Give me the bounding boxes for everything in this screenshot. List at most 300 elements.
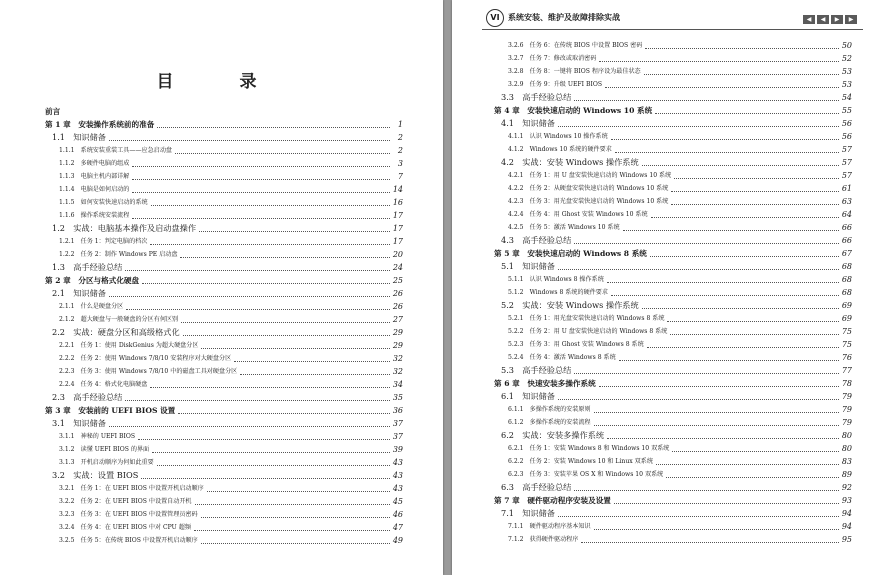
toc-entry-page: 57 <box>841 158 852 167</box>
dot-leader <box>667 320 838 322</box>
toc-entry-title: 第 6 章 快速安装多操作系统 <box>494 379 596 388</box>
toc-entry-title: 3.1.1 神秘的 UEFI BIOS <box>59 433 136 440</box>
toc-subsection-entry <box>494 169 852 182</box>
toc-section-entry <box>45 261 403 274</box>
dot-leader <box>558 398 839 400</box>
toc-entry-page: 79 <box>841 418 852 427</box>
toc-chapter-entry <box>494 247 852 260</box>
toc-entry-title: 6.2.3 任务 3：安装苹果 OS X 和 Windows 10 双系统 <box>508 471 664 478</box>
dot-leader <box>132 191 389 193</box>
toc-subsection-entry <box>45 196 403 209</box>
toc-entry-page: 2 <box>397 133 403 142</box>
toc-entry-page: 52 <box>841 54 852 63</box>
dot-leader <box>614 502 839 504</box>
toc-section-entry <box>494 429 852 442</box>
toc-subsection-entry <box>494 273 852 286</box>
dot-leader <box>175 152 390 154</box>
toc-entry-title: 3.1 知识储备 <box>52 418 106 428</box>
toc-entry-page: 35 <box>392 393 403 402</box>
toc-entry-page: 80 <box>841 444 852 453</box>
toc-entry-page: 17 <box>392 224 403 233</box>
toc-subsection-entry <box>494 351 852 364</box>
page-header <box>452 0 893 30</box>
toc-entry-title: 1.1.4 电脑是如何启动的 <box>59 186 130 193</box>
dot-leader <box>651 216 839 218</box>
toc-section-entry <box>494 390 852 403</box>
dot-leader <box>201 542 390 544</box>
dot-leader <box>151 204 390 206</box>
toc-entry-page: 29 <box>392 328 403 337</box>
toc-subsection-entry <box>45 365 403 378</box>
toc-entry-page: 1 <box>397 120 403 129</box>
dot-leader <box>195 503 390 505</box>
toc-entry-title: 3.1.2 读懂 UEFI BIOS 的界面 <box>59 446 150 453</box>
toc-entry-title: 3.2.6 任务 6：在传统 BIOS 中设置 BIOS 密码 <box>508 42 643 49</box>
toc-section-entry <box>494 260 852 273</box>
toc-entry-page: 43 <box>392 458 403 467</box>
toc-section-entry <box>494 156 852 169</box>
toc-entry-title: 4.2.4 任务 4：用 Ghost 安装 Windows 10 系统 <box>508 211 648 218</box>
toc-entry-title: 6.1 知识储备 <box>501 391 555 401</box>
toc-entry-title: 2.2.1 任务 1：使用 DiskGenius 为超大硬盘分区 <box>59 342 199 349</box>
toc-subsection-entry <box>494 182 852 195</box>
toc-entry-title: 2.2.2 任务 2：使用 Windows 7/8/10 安装程序对大硬盘分区 <box>59 355 232 362</box>
toc-subsection-entry <box>45 339 403 352</box>
toc-entry-title: 3.2.2 任务 2：在 UEFI BIOS 中设置自动开机 <box>59 498 192 505</box>
dot-leader <box>142 282 390 284</box>
dot-leader <box>642 164 839 166</box>
toc-entry-page: 37 <box>392 419 403 428</box>
toc-entry-title: 5.3 高手经验总结 <box>501 365 572 375</box>
toc-entry-title: 前言 <box>45 107 61 116</box>
dot-leader <box>181 321 390 323</box>
toc-chapter-entry <box>494 377 852 390</box>
toc-list-right <box>452 39 893 546</box>
toc-subsection-entry <box>45 144 403 157</box>
toc-section-entry <box>494 117 852 130</box>
toc-entry-page: 95 <box>841 535 852 544</box>
toc-entry-title: 6.2.2 任务 2：安装 Windows 10 和 Linux 双系统 <box>508 458 653 465</box>
toc-subsection-entry <box>494 195 852 208</box>
toc-entry-title: 5.2.2 任务 2：用 U 盘安装快速启动的 Windows 8 系统 <box>508 328 668 335</box>
toc-chapter-entry <box>494 104 852 117</box>
toc-entry-title: 1.2 实战：电脑基本操作及启动盘操作 <box>52 223 197 233</box>
toc-entry-page: 32 <box>392 367 403 376</box>
toc-entry-title: 第 7 章 硬件驱动程序安装及设置 <box>494 496 611 505</box>
toc-entry-title: 2.1 知识储备 <box>52 288 106 298</box>
dot-leader <box>126 308 390 310</box>
toc-chapter-entry <box>494 494 852 507</box>
toc-subsection-entry <box>45 183 403 196</box>
toc-entry-page: 68 <box>841 275 852 284</box>
toc-entry-title: 3.2 实战：设置 BIOS <box>52 470 139 480</box>
dot-leader <box>109 425 390 427</box>
dot-leader <box>611 294 839 296</box>
toc-entry-title: 3.2.7 任务 7：修改或取消密码 <box>508 55 597 62</box>
toc-chapter-entry <box>45 404 403 417</box>
toc-entry-page: 89 <box>841 470 852 479</box>
toc-entry-title: 4.2 实战：安装 Windows 操作系统 <box>501 157 639 167</box>
dot-leader <box>180 256 389 258</box>
toc-entry-title: 6.2.1 任务 1：安装 Windows 8 和 Windows 10 双系统 <box>508 445 670 452</box>
dot-leader <box>201 516 390 518</box>
toc-entry-page: 26 <box>392 302 403 311</box>
toc-subsection-entry <box>494 65 852 78</box>
dot-leader <box>558 515 839 517</box>
toc-subsection-entry <box>45 482 403 495</box>
toc-entry-title: 5.1.2 Windows 8 系统的硬件要求 <box>508 289 608 296</box>
dot-leader <box>574 242 838 244</box>
toc-entry-page: 34 <box>392 380 403 389</box>
toc-section-entry <box>45 287 403 300</box>
dot-leader <box>150 243 389 245</box>
toc-entry-page: 56 <box>841 132 852 141</box>
dot-leader <box>672 450 838 452</box>
toc-entry-page: 94 <box>841 509 852 518</box>
dot-leader <box>599 385 839 387</box>
toc-entry-title: 3.1.3 开机启动顺序为何如此重要 <box>59 459 154 466</box>
dot-leader <box>674 177 839 179</box>
toc-entry-title: 3.2.5 任务 5：在传统 BIOS 中设置开机启动顺序 <box>59 537 198 544</box>
toc-section-entry <box>45 222 403 235</box>
toc-subsection-entry <box>45 456 403 469</box>
toc-entry-title: 1.3 高手经验总结 <box>52 262 123 272</box>
dot-leader <box>201 347 389 349</box>
dot-leader <box>642 307 839 309</box>
toc-entry-title: 7.1 知识储备 <box>501 508 555 518</box>
toc-entry-title: 5.2.1 任务 1：用光盘安装快速启动的 Windows 8 系统 <box>508 315 665 322</box>
toc-entry-page: 20 <box>392 250 403 259</box>
toc-subsection-entry <box>45 508 403 521</box>
toc-entry-page: 66 <box>841 223 852 232</box>
toc-page-right <box>452 0 893 575</box>
toc-entry-title: 2.2.3 任务 3：使用 Windows 7/8/10 中的磁盘工具对硬盘分区 <box>59 368 238 375</box>
toc-entry-page: 78 <box>841 379 852 388</box>
toc-subsection-entry <box>494 468 852 481</box>
toc-entry-page: 69 <box>841 314 852 323</box>
toc-entry-page: 2 <box>397 146 403 155</box>
toc-section-entry <box>45 417 403 430</box>
toc-section-entry <box>45 469 403 482</box>
toc-subsection-entry <box>494 39 852 52</box>
toc-entry-page: 17 <box>392 237 403 246</box>
toc-entry-title: 4.2.2 任务 2：从硬盘安装快速启动的 Windows 10 系统 <box>508 185 669 192</box>
toc-subsection-entry <box>494 325 852 338</box>
toc-subsection-entry <box>45 534 403 547</box>
toc-entry-title: 第 1 章 安装操作系统前的准备 <box>45 120 155 129</box>
dot-leader <box>194 529 390 531</box>
toc-subsection-entry <box>45 378 403 391</box>
toc-entry-page: 80 <box>841 431 852 440</box>
dot-leader <box>666 476 839 478</box>
toc-entry-page: 66 <box>841 236 852 245</box>
toc-entry-title: 2.2.4 任务 4：格式化电脑硬盘 <box>59 381 148 388</box>
toc-entry-page: 93 <box>841 496 852 505</box>
toc-subsection-entry <box>45 157 403 170</box>
toc-subsection-entry <box>45 209 403 222</box>
toc-entry-page: 77 <box>841 366 852 375</box>
toc-section-entry <box>494 364 852 377</box>
toc-chapter-entry <box>45 105 403 118</box>
toc-entry-page: 32 <box>392 354 403 363</box>
toc-entry-page: 50 <box>841 41 852 50</box>
toc-entry-title: 5.2.4 任务 4：激活 Windows 8 系统 <box>508 354 616 361</box>
toc-entry-title: 6.2 实战：安装多操作系统 <box>501 430 605 440</box>
toc-chapter-entry <box>45 274 403 287</box>
toc-subsection-entry <box>494 221 852 234</box>
toc-entry-page: 47 <box>392 523 403 532</box>
toc-entry-page: 57 <box>841 145 852 154</box>
toc-entry-page: 75 <box>841 327 852 336</box>
dot-leader <box>607 437 839 439</box>
toc-subsection-entry <box>494 130 852 143</box>
toc-entry-page: 25 <box>392 276 403 285</box>
toc-entry-page: 56 <box>841 119 852 128</box>
toc-entry-title: 2.2 实战：硬盘分区和高级格式化 <box>52 327 180 337</box>
toc-entry-page: 27 <box>392 315 403 324</box>
toc-list-left <box>0 105 443 547</box>
toc-entry-page: 43 <box>392 484 403 493</box>
toc-section-entry <box>45 391 403 404</box>
dot-leader <box>234 360 390 362</box>
arrow-left-icon: ◀ <box>803 15 815 24</box>
toc-entry-page: 67 <box>841 249 852 258</box>
toc-subsection-entry <box>494 403 852 416</box>
dot-leader <box>656 463 839 465</box>
toc-entry-title: 1.1.1 系统安装重装工具——应急启动盘 <box>59 147 173 154</box>
toc-section-entry <box>45 131 403 144</box>
toc-entry-title: 4.2.1 任务 1：用 U 盘安装快速启动的 Windows 10 系统 <box>508 172 672 179</box>
toc-entry-title: 3.2.1 任务 1：在 UEFI BIOS 中设置开机启动顺序 <box>59 485 204 492</box>
dot-leader <box>574 489 838 491</box>
toc-entry-title: 第 2 章 分区与格式化硬盘 <box>45 276 140 285</box>
toc-entry-title: 2.1.2 超大硬盘与一般硬盘的分区有何区别 <box>59 316 179 323</box>
dot-leader <box>199 230 390 232</box>
toc-subsection-entry <box>45 352 403 365</box>
dot-leader <box>152 451 390 453</box>
toc-chapter-entry <box>45 118 403 131</box>
arrow-left-icon: ◀ <box>817 15 829 24</box>
toc-entry-page: 53 <box>841 67 852 76</box>
dot-leader <box>157 464 390 466</box>
toc-subsection-entry <box>45 170 403 183</box>
toc-entry-title: 第 5 章 安装快速启动的 Windows 8 系统 <box>494 249 647 258</box>
toc-subsection-entry <box>494 520 852 533</box>
header-rule <box>482 29 863 30</box>
toc-entry-title: 6.3 高手经验总结 <box>501 482 572 492</box>
dot-leader <box>109 295 390 297</box>
toc-entry-title: 4.1 知识储备 <box>501 118 555 128</box>
toc-entry-page: 45 <box>392 497 403 506</box>
toc-entry-page: 64 <box>841 210 852 219</box>
toc-subsection-entry <box>45 300 403 313</box>
dot-leader <box>619 359 839 361</box>
dot-leader <box>670 333 838 335</box>
toc-entry-page: 46 <box>392 510 403 519</box>
toc-entry-page: 61 <box>841 184 852 193</box>
toc-entry-title: 7.1.2 获得硬件驱动程序 <box>508 536 579 543</box>
toc-entry-title: 5.2 实战：安装 Windows 操作系统 <box>501 300 639 310</box>
toc-entry-title: 1.1.2 多硬件电脑的组成 <box>59 160 130 167</box>
toc-entry-page: 36 <box>392 406 403 415</box>
dot-leader <box>132 165 390 167</box>
toc-entry-page: 68 <box>841 262 852 271</box>
toc-entry-title: 4.1.1 认识 Windows 10 操作系统 <box>508 133 608 140</box>
dot-leader <box>157 126 390 128</box>
toc-entry-page: 24 <box>392 263 403 272</box>
toc-entry-title: 1.1.6 操作系统安装流程 <box>59 212 130 219</box>
toc-section-entry <box>494 481 852 494</box>
toc-section-entry <box>494 299 852 312</box>
toc-entry-page: 16 <box>392 198 403 207</box>
toc-subsection-entry <box>45 235 403 248</box>
toc-entry-title: 1.1.5 如何安装快速启动的系统 <box>59 199 148 206</box>
toc-subsection-entry <box>494 442 852 455</box>
dot-leader <box>655 112 839 114</box>
arrow-right-icon: ▶ <box>845 15 857 24</box>
toc-entry-page: 39 <box>392 445 403 454</box>
toc-entry-page: 29 <box>392 341 403 350</box>
dot-leader <box>207 490 390 492</box>
toc-entry-page: 54 <box>841 93 852 102</box>
dot-leader <box>125 399 389 401</box>
toc-entry-page: 68 <box>841 288 852 297</box>
dot-leader <box>558 125 839 127</box>
toc-subsection-entry <box>494 312 852 325</box>
dot-leader <box>605 86 839 88</box>
toc-entry-title: 5.1 知识储备 <box>501 261 555 271</box>
toc-entry-page: 79 <box>841 405 852 414</box>
toc-entry-title: 4.3 高手经验总结 <box>501 235 572 245</box>
toc-page-left <box>0 0 443 575</box>
dot-leader <box>611 138 839 140</box>
toc-entry-page: 76 <box>841 353 852 362</box>
dot-leader <box>581 541 838 543</box>
toc-section-entry <box>494 91 852 104</box>
toc-entry-page: 53 <box>841 80 852 89</box>
toc-entry-page: 55 <box>841 106 852 115</box>
toc-section-entry <box>45 326 403 339</box>
toc-entry-page: 94 <box>841 522 852 531</box>
dot-leader <box>109 139 390 141</box>
dot-leader <box>132 217 389 219</box>
dot-leader <box>141 477 389 479</box>
toc-subsection-entry <box>45 495 403 508</box>
toc-entry-title: 第 4 章 安装快速启动的 Windows 10 系统 <box>494 106 653 115</box>
toc-entry-title: 3.3 高手经验总结 <box>501 92 572 102</box>
dot-leader <box>178 412 390 414</box>
toc-entry-page: 3 <box>397 159 403 168</box>
dot-leader <box>594 411 839 413</box>
toc-entry-title: 5.2.3 任务 3：用 Ghost 安装 Windows 8 系统 <box>508 341 644 348</box>
dot-leader <box>574 372 838 374</box>
toc-entry-title: 4.2.3 任务 3：用光盘安装快速启动的 Windows 10 系统 <box>508 198 669 205</box>
dot-leader <box>594 528 839 530</box>
dot-leader <box>183 334 390 336</box>
toc-entry-title: 第 3 章 安装前的 UEFI BIOS 设置 <box>45 406 176 415</box>
toc-subsection-entry <box>494 143 852 156</box>
toc-entry-page: 43 <box>392 471 403 480</box>
toc-subsection-entry <box>494 416 852 429</box>
toc-subsection-entry <box>494 52 852 65</box>
dot-leader <box>138 438 390 440</box>
toc-subsection-entry <box>494 208 852 221</box>
dot-leader <box>607 281 839 283</box>
arrow-right-icon: ▶ <box>831 15 843 24</box>
toc-entry-title: 3.2.8 任务 8：一键将 BIOS 程序设为最佳状态 <box>508 68 641 75</box>
toc-entry-page: 63 <box>841 197 852 206</box>
toc-entry-title: 5.1.1 认识 Windows 8 操作系统 <box>508 276 604 283</box>
toc-subsection-entry <box>45 313 403 326</box>
toc-section-entry <box>494 234 852 247</box>
dot-leader <box>132 178 390 180</box>
toc-subsection-entry <box>45 521 403 534</box>
dot-leader <box>645 47 839 49</box>
dot-leader <box>623 229 839 231</box>
toc-entry-title: 1.1.3 电脑主机内部详解 <box>59 173 130 180</box>
toc-entry-title: 4.1.2 Windows 10 系统的硬件要求 <box>508 146 612 153</box>
dot-leader <box>671 203 838 205</box>
dot-leader <box>574 99 838 101</box>
toc-subsection-entry <box>45 443 403 456</box>
dot-leader <box>594 424 839 426</box>
toc-subsection-entry <box>494 338 852 351</box>
nav-arrows <box>803 15 857 24</box>
toc-entry-page: 57 <box>841 171 852 180</box>
dot-leader <box>558 268 839 270</box>
toc-subsection-entry <box>45 248 403 261</box>
toc-entry-page: 83 <box>841 457 852 466</box>
toc-section-entry <box>494 507 852 520</box>
dot-leader <box>150 386 389 388</box>
page-number-badge: VI <box>486 9 504 27</box>
toc-entry-title: 1.1 知识储备 <box>52 132 106 142</box>
toc-entry-page: 75 <box>841 340 852 349</box>
toc-entry-title: 6.1.2 多操作系统的安装流程 <box>508 419 591 426</box>
toc-entry-page: 37 <box>392 432 403 441</box>
toc-entry-page: 49 <box>392 536 403 545</box>
toc-subsection-entry <box>494 533 852 546</box>
toc-entry-page: 14 <box>392 185 403 194</box>
toc-entry-title: 3.2.9 任务 9：升级 UEFI BIOS <box>508 81 603 88</box>
toc-entry-title: 6.1.1 多操作系统的安装原则 <box>508 406 591 413</box>
toc-entry-page: 92 <box>841 483 852 492</box>
dot-leader <box>615 151 839 153</box>
dot-leader <box>671 190 838 192</box>
toc-entry-page: 69 <box>841 301 852 310</box>
dot-leader <box>644 73 839 75</box>
toc-subsection-entry <box>494 286 852 299</box>
toc-entry-title: 3.2.4 任务 4：在 UEFI BIOS 中对 CPU 超频 <box>59 524 191 531</box>
dot-leader <box>125 269 389 271</box>
toc-entry-title: 7.1.1 硬件驱动程序基本知识 <box>508 523 591 530</box>
toc-entry-title: 2.1.1 什么是硬盘分区 <box>59 303 124 310</box>
toc-entry-page: 26 <box>392 289 403 298</box>
toc-subsection-entry <box>494 78 852 91</box>
toc-entry-title: 1.2.1 任务 1：判定电脑的档次 <box>59 238 148 245</box>
dot-leader <box>240 373 390 375</box>
toc-entry-title: 3.2.3 任务 3：在 UEFI BIOS 中设置管理员密码 <box>59 511 198 518</box>
toc-subsection-entry <box>494 455 852 468</box>
dot-leader <box>650 255 839 257</box>
toc-entry-title: 4.2.5 任务 5：激活 Windows 10 系统 <box>508 224 620 231</box>
toc-entry-title: 1.2.2 任务 2：制作 Windows PE 启动盘 <box>59 251 178 258</box>
dot-leader <box>647 346 839 348</box>
toc-title: 目 录 <box>156 72 287 92</box>
toc-entry-page: 7 <box>397 172 403 181</box>
toc-subsection-entry <box>45 430 403 443</box>
toc-entry-page: 79 <box>841 392 852 401</box>
